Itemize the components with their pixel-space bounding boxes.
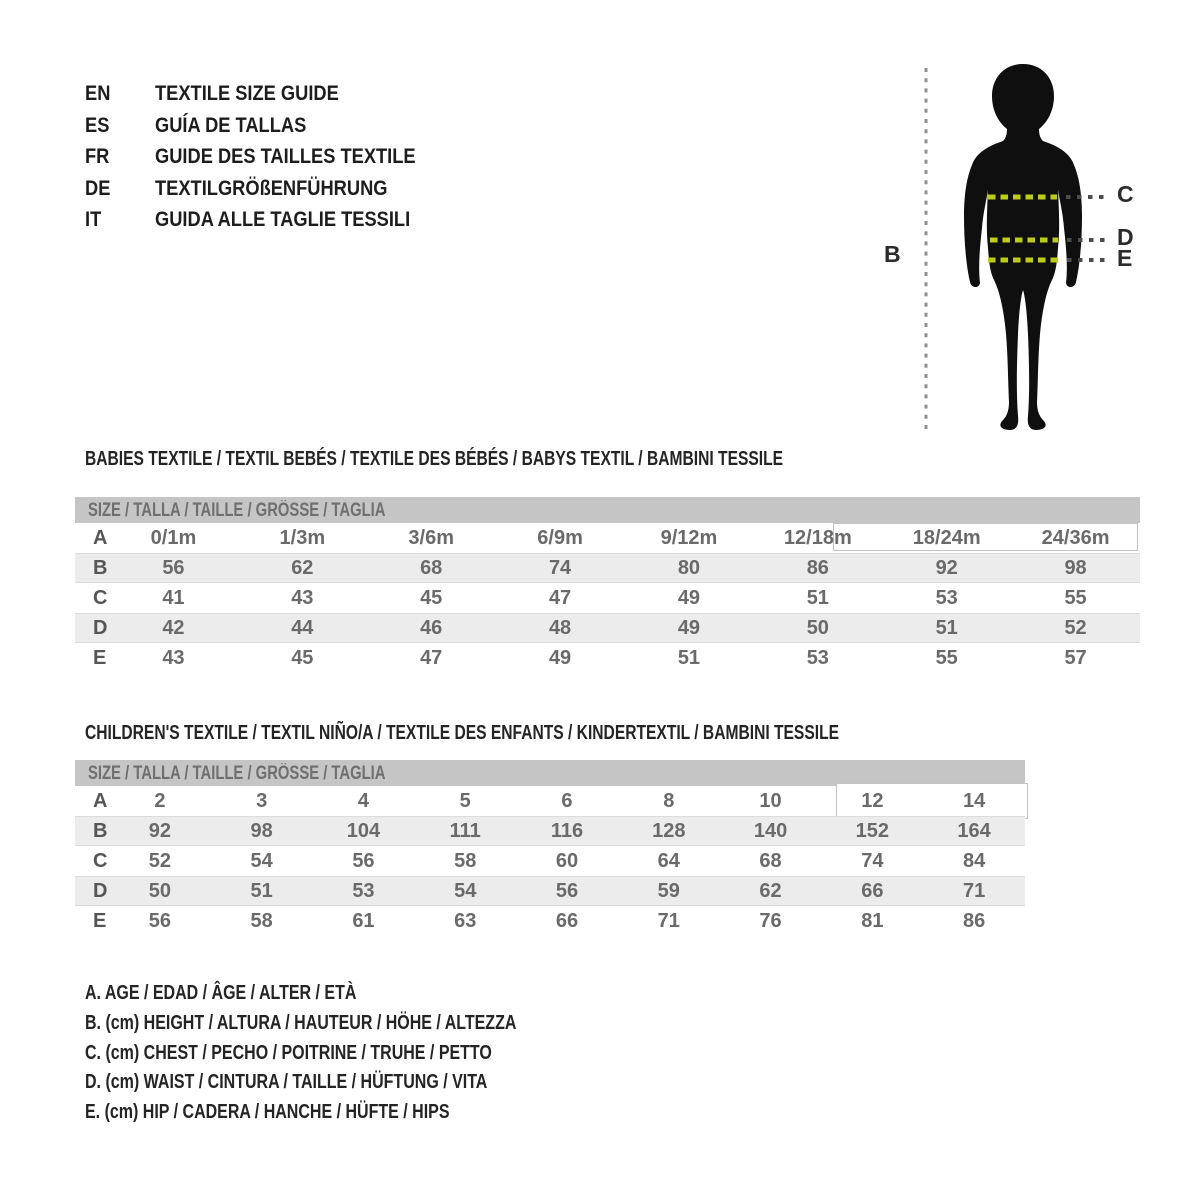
title-row-it [85,204,462,236]
table-row-waist [75,876,1025,906]
babies-table-body [75,523,1140,673]
size-value-cell: 74 [548,557,572,579]
size-value-cell: 51 [935,617,958,639]
size-value-cell: 56 [148,910,171,932]
size-value-cell: 56 [352,850,375,872]
size-value-cell: 54 [454,880,477,902]
size-value-cell: 43 [162,647,185,669]
table-row-chest [75,846,1025,876]
size-value-cell: 52 [1064,617,1087,639]
size-value-cell: 98 [1064,557,1087,579]
size-value-cell: 10 [759,790,782,812]
language-title-list [85,78,462,236]
size-value-cell: 57 [1064,647,1087,669]
size-value-cell: 1/3m [279,527,326,549]
size-value-cell: 62 [759,880,782,902]
table-row-age [75,786,1025,816]
guide-title: GUÍA DE TALLAS [155,112,307,137]
row-label: B [93,820,108,842]
size-value-cell: 0/1m [150,527,197,549]
size-value-cell: 62 [291,557,314,579]
legend-item-chest: C. (cm) CHEST / PECHO / POITRINE / TRUHE / PETTO [85,1041,492,1064]
table-row-height [75,816,1025,846]
language-code: DE [85,175,111,200]
size-header-bar: SIZE / TALLA / TAILLE / GRÖSSE / TAGLIA [75,760,1025,786]
size-value-cell: 59 [657,880,680,902]
children-table-body [75,786,1025,936]
child-measurement-diagram [860,50,1160,440]
guide-title: TEXTILGRÖßENFÜHRUNG [155,175,388,200]
row-label: D [93,880,108,902]
size-value-cell: 116 [550,820,584,842]
size-value-cell: 61 [352,910,375,932]
row-label: B [93,557,108,579]
size-value-cell: 4 [357,790,369,812]
babies-size-table [75,497,1140,673]
size-value-cell: 24/36m [1041,527,1110,549]
size-value-cell: 92 [935,557,958,579]
language-code: IT [85,207,102,231]
size-value-cell: 2 [154,790,166,812]
size-value-cell: 68 [759,850,782,872]
size-value-cell: 51 [806,587,829,609]
size-value-cell: 51 [677,647,701,669]
size-value-cell: 56 [555,880,579,902]
size-value-cell: 55 [935,647,958,669]
size-value-cell: 111 [449,820,481,842]
size-value-cell: 49 [677,587,701,609]
size-value-cell: 53 [935,587,958,609]
language-code: FR [85,144,110,168]
chest-measure-label: C [1117,181,1134,207]
size-value-cell: 51 [250,880,273,902]
table-row-chest [75,583,1140,613]
size-value-cell: 6/9m [537,527,583,549]
size-header-bar: SIZE / TALLA / TAILLE / GRÖSSE / TAGLIA [75,497,1140,523]
size-value-cell: 152 [855,820,890,842]
size-value-cell: 58 [454,850,477,872]
table-row-age [75,523,1140,553]
guide-title: GUIDE DES TAILLES TEXTILE [155,144,416,168]
size-value-cell: 5 [459,790,471,812]
size-value-cell: 12/18m [783,527,852,549]
guide-title: GUIDA ALLE TAGLIE TESSILI [155,207,411,231]
size-value-cell: 98 [250,820,273,842]
size-value-cell: 50 [806,617,829,639]
size-value-cell: 52 [148,850,171,872]
size-value-cell: 18/24m [912,527,981,549]
title-row-en [85,78,462,110]
row-label: A [93,790,108,812]
size-value-cell: 81 [861,910,884,932]
row-label: E [93,647,107,669]
size-value-cell: 8 [663,790,675,812]
size-value-cell: 76 [759,910,782,932]
table-row-waist [75,613,1140,643]
babies-section-heading: BABIES TEXTILE / TEXTIL BEBÉS / TEXTILE DES BÉBÉS / BABYS TEXTIL / BAMBINI TESSILE [85,448,784,470]
size-value-cell: 46 [420,617,443,639]
size-value-cell: 14 [962,790,986,812]
row-label: A [93,527,108,549]
height-measure-label: B [884,241,901,267]
size-value-cell: 74 [861,850,884,872]
row-label: C [93,587,108,609]
size-value-cell: 68 [420,557,443,579]
size-value-cell: 45 [291,647,314,669]
title-row-fr [85,141,462,173]
size-value-cell: 104 [346,820,381,842]
guide-title: TEXTILE SIZE GUIDE [155,81,339,105]
size-value-cell: 12 [861,790,884,812]
row-label: D [93,617,108,639]
table-row-hip [75,906,1025,936]
child-silhouette [964,64,1082,430]
size-value-cell: 44 [291,617,314,639]
legend-item-waist: D. (cm) WAIST / CINTURA / TAILLE / HÜFTUNG / VITA [85,1071,488,1094]
size-value-cell: 58 [250,910,273,932]
size-value-cell: 56 [162,557,185,579]
legend-item-age: A. AGE / EDAD / ÂGE / ALTER / ETÀ [85,982,357,1004]
size-value-cell: 48 [548,617,572,639]
size-value-cell: 6 [561,790,573,812]
size-value-cell: 86 [806,557,829,579]
size-value-cell: 41 [162,587,185,609]
size-value-cell: 66 [861,880,884,902]
size-value-cell: 66 [555,910,579,932]
size-value-cell: 47 [420,647,443,669]
size-value-cell: 64 [657,850,680,872]
size-value-cell: 45 [420,587,443,609]
size-value-cell: 43 [291,587,314,609]
size-value-cell: 86 [962,910,986,932]
size-value-cell: 128 [652,820,686,842]
measurement-legend [85,979,624,1128]
legend-item-hip: E. (cm) HIP / CADERA / HANCHE / HÜFTE / HIPS [85,1101,450,1124]
size-value-cell: 80 [677,557,701,579]
language-code: EN [85,81,111,105]
size-value-cell: 49 [548,647,572,669]
language-code: ES [85,112,110,137]
legend-item-height: B. (cm) HEIGHT / ALTURA / HAUTEUR / HÖHE / ALTEZZA [85,1011,517,1034]
size-value-cell: 53 [352,880,375,902]
children-section-heading: CHILDREN'S TEXTILE / TEXTIL NIÑO/A / TEXTILE DES ENFANTS / KINDERTEXTIL / BAMBINI TESSILE [85,722,840,744]
title-row-es [85,110,462,142]
size-value-cell: 140 [753,820,788,842]
waist-measure-label: D [1117,224,1134,250]
size-value-cell: 3/6m [408,527,454,549]
table-row-height [75,553,1140,583]
size-value-cell: 9/12m [660,527,718,549]
size-value-cell: 63 [454,910,477,932]
size-value-cell: 164 [957,820,991,842]
title-row-de [85,173,462,205]
row-label: C [93,850,108,872]
size-value-cell: 92 [148,820,171,842]
size-value-cell: 50 [148,880,171,902]
size-value-cell: 49 [677,617,701,639]
size-value-cell: 84 [962,850,986,872]
size-value-cell: 53 [806,647,829,669]
size-value-cell: 71 [962,880,986,902]
size-value-cell: 55 [1064,587,1087,609]
size-value-cell: 71 [657,910,680,932]
size-value-cell: 47 [548,587,572,609]
size-value-cell: 60 [555,850,579,872]
size-value-cell: 54 [250,850,273,872]
row-label: E [93,910,107,932]
table-row-hip [75,643,1140,673]
size-value-cell: 42 [162,617,185,639]
hip-measure-label: E [1117,245,1133,271]
size-value-cell: 3 [256,790,268,812]
children-size-table [75,760,1025,936]
